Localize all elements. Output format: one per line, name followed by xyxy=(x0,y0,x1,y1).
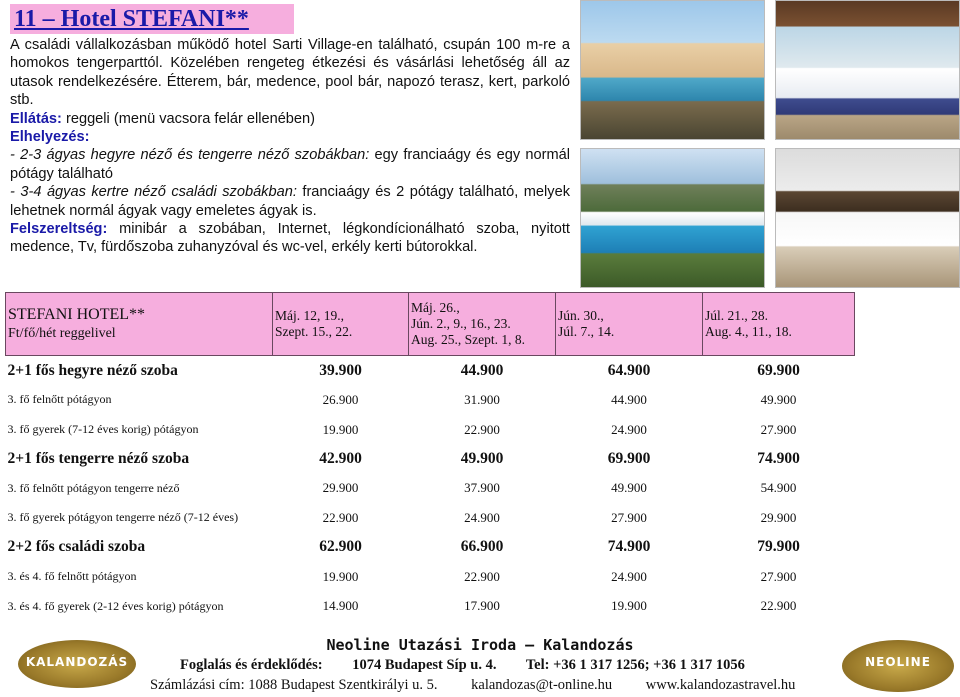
room-type-2-text: franciaágy és 2 pótágy található, melyek lehetnek normál ágyak vagy emeletes ágyak is. xyxy=(10,184,570,219)
price-cell: 27.900 xyxy=(760,421,797,437)
room-type-line-2 xyxy=(10,183,570,220)
period-2-line: Jún. 2., 9., 16., 23. xyxy=(411,316,511,331)
room-type-label: 3. fő gyerek pótágyon tengerre néző (7-12 éves) xyxy=(7,510,239,525)
price-cell: 24.900 xyxy=(464,509,500,525)
contact-label: Foglalás és érdeklődés: xyxy=(180,657,323,673)
price-cell: 31.900 xyxy=(464,391,500,407)
room-type-label: 3. és 4. fő gyerek (2-12 éves korig) pótágyon xyxy=(7,598,224,613)
room-type-label: 3. fő felnőtt pótágyon xyxy=(7,392,112,407)
restaurant-terrace-photo xyxy=(775,0,960,140)
period-3-line: Jún. 30., xyxy=(558,308,604,323)
price-cell: 49.900 xyxy=(611,480,647,496)
contact-line xyxy=(180,657,820,674)
price-cell: 64.900 xyxy=(607,361,651,379)
room-type-1-text: egy franciaágy és egy normál pótágy található xyxy=(10,147,570,182)
price-cell: 44.900 xyxy=(611,391,647,407)
header-period-3 xyxy=(556,293,703,356)
hotel-description xyxy=(10,36,570,257)
price-row xyxy=(6,444,855,473)
ellatas-line xyxy=(10,110,570,128)
ellatas-label: Ellátás: xyxy=(10,110,62,127)
price-cell: 49.900 xyxy=(460,449,504,467)
intro-text: A családi vállalkozásban működő hotel Sarti Village-en található, csupán 100 m-re a homokos tengerparttól. Közelében rengeteg étkezési és vásárlási lehetőség áll az utasok rendelkezésére. Étterem, bár, medence, pool bár, napozó terasz, kert, parkoló stb. xyxy=(10,37,570,109)
price-cell: 74.900 xyxy=(607,538,651,556)
price-cell: 39.900 xyxy=(319,361,362,379)
price-cell: 79.900 xyxy=(757,538,800,556)
agency-address: 1074 Budapest Síp u. 4. xyxy=(352,657,497,673)
price-row xyxy=(6,415,855,445)
price-cell: 69.900 xyxy=(757,361,800,379)
kalandozas-logo-text: KALANDOZÁS xyxy=(25,655,129,669)
felszereltseg-label: Felszereltség: xyxy=(10,221,108,238)
price-row xyxy=(6,385,855,415)
pool-garden-photo xyxy=(580,148,765,288)
price-cell: 19.900 xyxy=(322,568,359,584)
page-title: 11 – Hotel STEFANI** xyxy=(10,4,294,34)
price-cell: 42.900 xyxy=(319,449,362,467)
neoline-logo-text: NEOLINE xyxy=(865,655,931,669)
period-4-line: Júl. 21., 28. xyxy=(705,308,769,323)
room-type-label: 3. és 4. fő felnőtt pótágyon xyxy=(7,569,137,584)
price-row xyxy=(6,356,855,386)
price-row xyxy=(6,562,855,592)
period-4-line: Aug. 4., 11., 18. xyxy=(705,324,792,339)
header-period-2 xyxy=(409,293,556,356)
room-type-label: 3. fő gyerek (7-12 éves korig) pótágyon xyxy=(7,422,199,437)
price-cell: 19.900 xyxy=(322,421,359,437)
felszereltseg-line xyxy=(10,220,570,257)
room-type-label: 2+1 fős tengerre néző szoba xyxy=(7,449,190,467)
price-cell: 44.900 xyxy=(460,361,504,379)
price-cell: 54.900 xyxy=(760,480,797,496)
price-cell: 37.900 xyxy=(464,480,500,496)
email-link[interactable]: kalandozas@t-online.hu xyxy=(471,677,613,693)
bedroom-photo xyxy=(775,148,960,288)
price-row xyxy=(6,533,855,562)
period-3-line: Júl. 7., 14. xyxy=(558,324,615,339)
header-period-1 xyxy=(273,293,409,356)
agency-name: Neoline Utazási Iroda – Kalandozás xyxy=(326,636,634,654)
header-unit: Ft/fő/hét reggelivel xyxy=(8,326,116,341)
price-cell: 49.900 xyxy=(760,391,797,407)
felszereltseg-text: minibár a szobában, Internet, légkondícionálható szoba, nyitott medence, Tv, fürdőszoba zuhanyzóval és wc-vel, erkély kerti bútorokkal. xyxy=(10,221,570,256)
price-row xyxy=(6,591,855,621)
website-link[interactable]: www.kalandozastravel.hu xyxy=(645,677,796,693)
price-cell: 19.900 xyxy=(611,598,647,614)
period-1-line: Szept. 15., 22. xyxy=(275,324,353,339)
agency-phone: Tel: +36 1 317 1256; +36 1 317 1056 xyxy=(525,657,745,673)
price-row xyxy=(6,473,855,503)
price-cell: 22.900 xyxy=(464,421,500,437)
price-cell: 62.900 xyxy=(319,538,362,556)
price-cell: 17.900 xyxy=(464,598,500,614)
price-cell: 74.900 xyxy=(757,449,800,467)
billing-line xyxy=(150,677,830,694)
elhelyezes-heading xyxy=(10,128,570,146)
price-cell: 29.900 xyxy=(322,480,359,496)
hotel-pool-photo xyxy=(580,0,765,140)
room-type-2-italic: - 3-4 ágyas kertre néző családi szobákban: xyxy=(10,184,297,201)
billing-address: Számlázási cím: 1088 Budapest Szentkirályi u. 5. xyxy=(150,677,438,693)
price-cell: 27.900 xyxy=(760,568,797,584)
room-type-label: 2+1 fős hegyre néző szoba xyxy=(7,361,178,379)
price-cell: 69.900 xyxy=(607,449,651,467)
price-row xyxy=(6,503,855,533)
period-1-line: Máj. 12, 19., xyxy=(275,308,344,323)
room-type-label: 3. fő felnőtt pótágyon tengerre néző xyxy=(7,480,180,495)
room-type-line-1 xyxy=(10,146,570,183)
elhelyezes-label: Elhelyezés: xyxy=(10,129,90,146)
price-cell: 27.900 xyxy=(611,509,647,525)
price-cell: 14.900 xyxy=(322,598,359,614)
price-cell: 24.900 xyxy=(611,568,647,584)
price-cell: 22.900 xyxy=(760,598,797,614)
room-type-label: 2+2 fős családi szoba xyxy=(7,538,146,556)
price-cell: 66.900 xyxy=(460,538,504,556)
price-cell: 22.900 xyxy=(322,509,359,525)
header-hotel-name: STEFANI HOTEL** xyxy=(8,306,146,323)
room-type-1-italic: - 2-3 ágyas hegyre néző és tengerre néző szobákban: xyxy=(10,147,370,164)
price-cell: 29.900 xyxy=(760,509,797,525)
price-cell: 24.900 xyxy=(611,421,647,437)
price-table xyxy=(5,292,855,621)
ellatas-text: reggeli (menü vacsora felár ellenében) xyxy=(61,110,316,127)
period-2-line: Máj. 26., xyxy=(411,300,460,315)
price-table-header xyxy=(6,293,855,356)
header-period-4 xyxy=(703,293,855,356)
price-cell: 26.900 xyxy=(322,391,359,407)
header-hotel-cell xyxy=(6,293,273,356)
period-2-line: Aug. 25., Szept. 1, 8. xyxy=(411,332,525,347)
price-cell: 22.900 xyxy=(464,568,500,584)
